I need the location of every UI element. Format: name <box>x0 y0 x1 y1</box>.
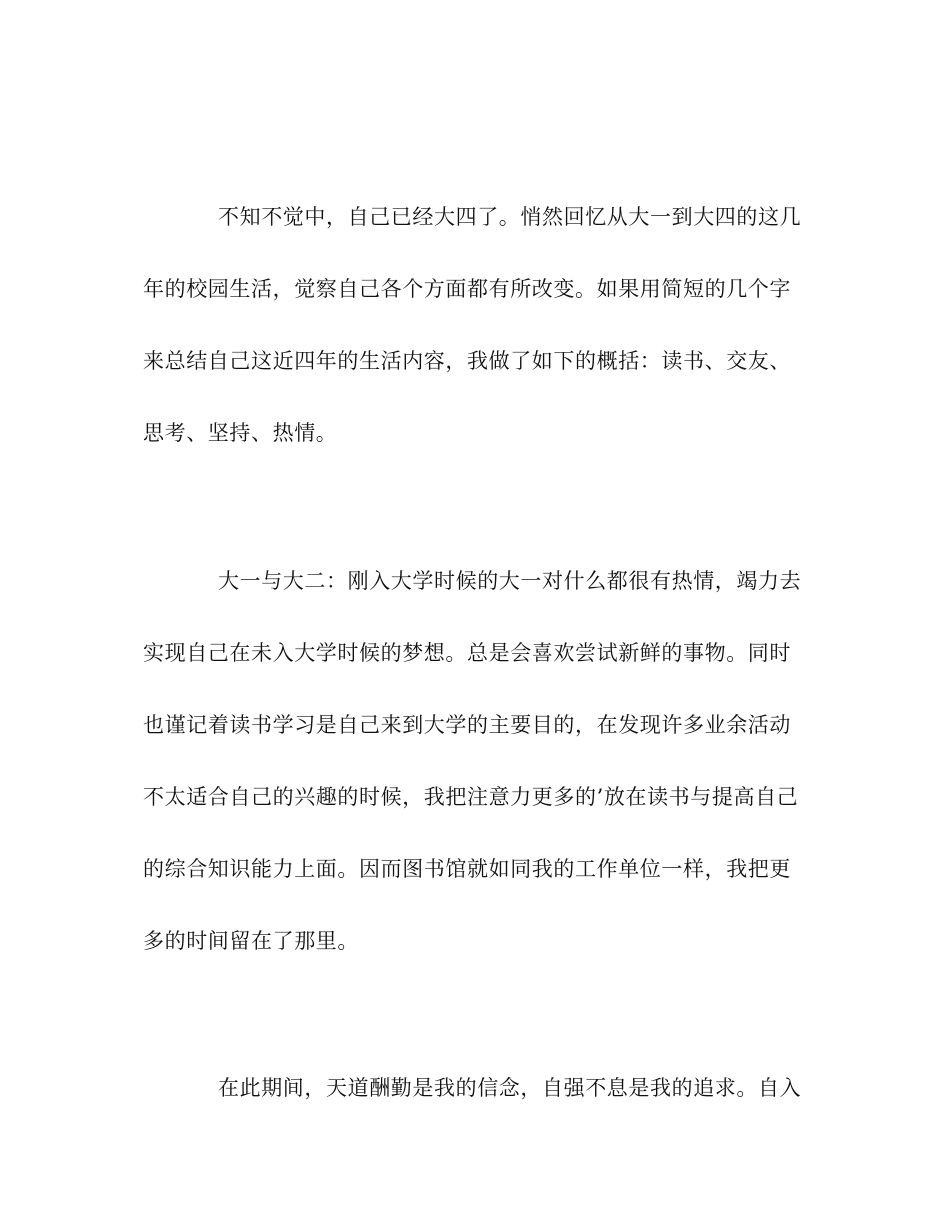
paragraph-line: 思考、坚持、热情。 <box>143 421 338 445</box>
paragraph-line: 大一与大二：刚入大学时候的大一对什么都很有热情，竭力去 <box>218 569 802 593</box>
paragraph-line: 的综合知识能力上面。因而图书馆就如同我的工作单位一样，我把更 <box>143 857 791 881</box>
paragraph-line: 也谨记着读书学习是自己来到大学的主要目的，在发现许多业余活动 <box>143 713 791 737</box>
paragraph-line: 多的时间留在了那里。 <box>143 929 359 953</box>
paragraph-line: 不知不觉中，自己已经大四了。悄然回忆从大一到大四的这几 <box>218 205 802 229</box>
paragraph-line: 不太适合自己的兴趣的时候，我把注意力更多的’放在读书与提高自己 <box>143 785 799 809</box>
paragraph-line: 实现自己在未入大学时候的梦想。总是会喜欢尝试新鲜的事物。同时 <box>143 641 791 665</box>
paragraph-line: 在此期间，天道酬勤是我的信念，自强不息是我的追求。自入 <box>218 1076 802 1100</box>
paragraph-line: 来总结自己这近四年的生活内容，我做了如下的概括：读书、交友、 <box>143 349 791 373</box>
paragraph-line: 年的校园生活，觉察自己各个方面都有所改变。如果用简短的几个字 <box>143 277 791 301</box>
